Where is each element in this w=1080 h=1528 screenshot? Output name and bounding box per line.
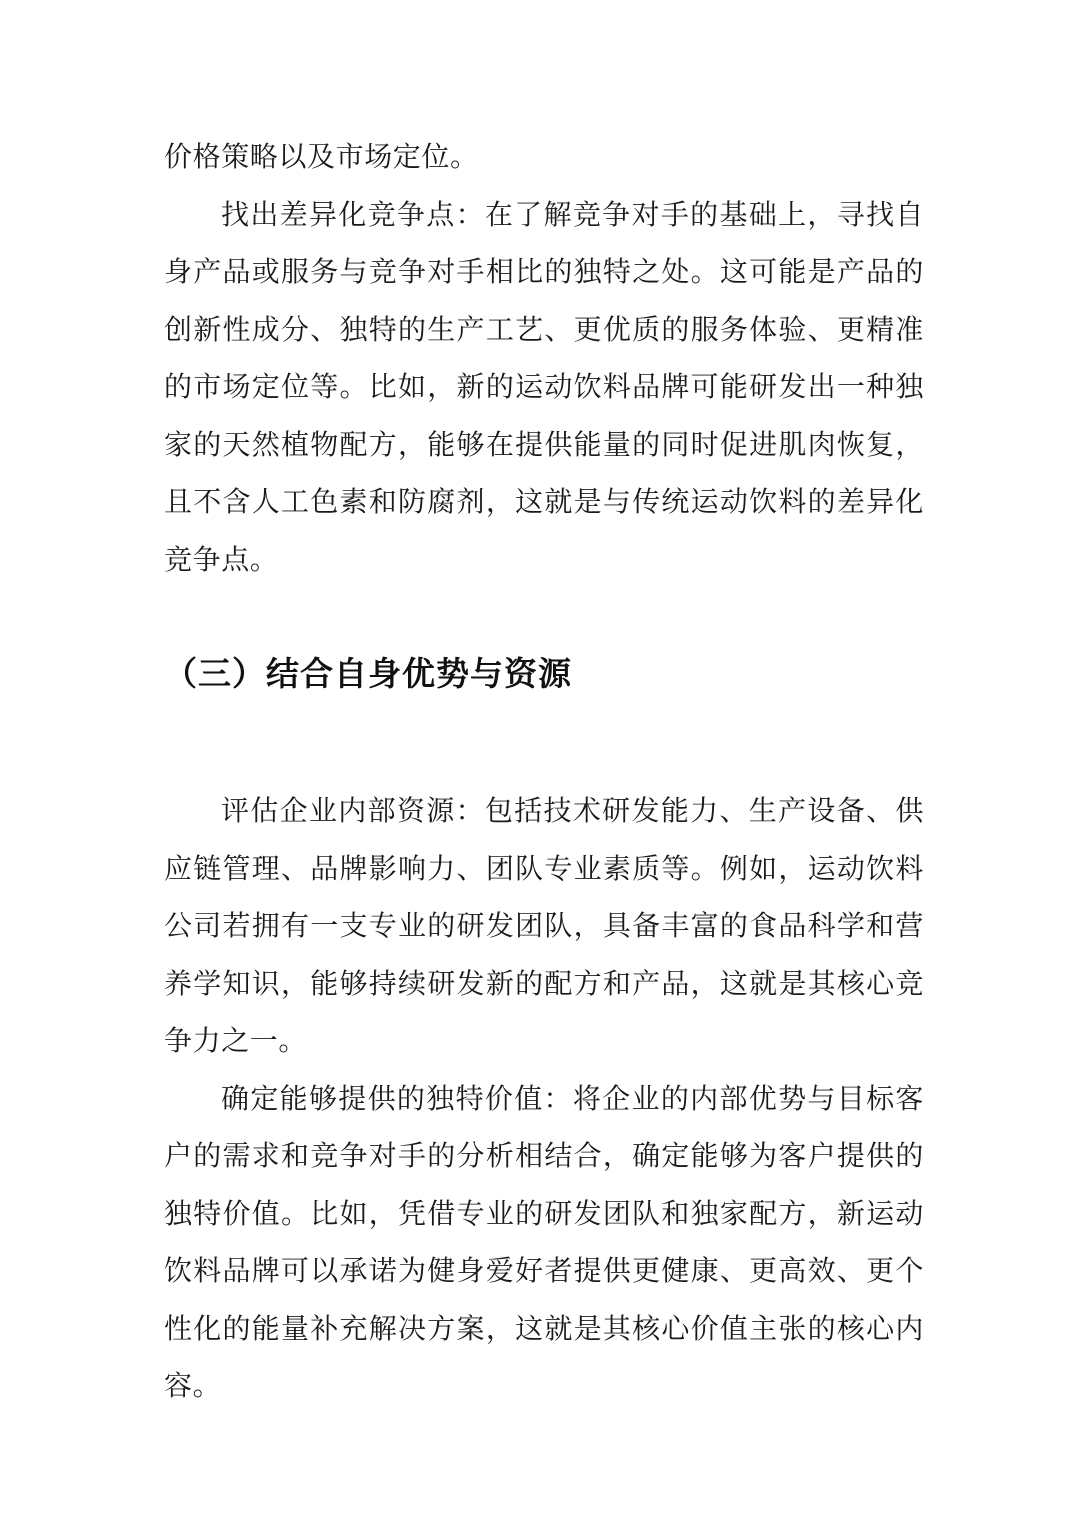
document-body: [164, 128, 924, 1415]
section-heading: （三）结合自身优势与资源: [164, 654, 572, 693]
spacer: [164, 704, 924, 782]
paragraph-differentiation: 找出差异化竞争点：在了解竞争对手的基础上，寻找自身产品或服务与竞争对手相比的独特之处。这可能是产品的创新性成分、独特的生产工艺、更优质的服务体验、更精准的市场定位等。比如，新的运动饮料品牌可能研发出一种独家的天然植物配方，能够在提供能量的同时促进肌肉恢复，且不含人工色素和防腐剂，这就是与传统运动饮料的差异化竞争点。: [164, 197, 924, 576]
paragraph-unique-value: 确定能够提供的独特价值：将企业的内部优势与目标客户的需求和竞争对手的分析相结合，确定能够为客户提供的独特价值。比如，凭借专业的研发团队和独家配方，新运动饮料品牌可以承诺为健身爱好者提供更健康、更高效、更个性化的能量补充解决方案，这就是其核心价值主张的核心内容。: [164, 1081, 924, 1402]
spacer: [164, 588, 924, 644]
paragraph-market-positioning-tail: 价格策略以及市场定位。: [164, 140, 479, 173]
paragraph-internal-resources: 评估企业内部资源：包括技术研发能力、生产设备、供应链管理、品牌影响力、团队专业素质等。例如，运动饮料公司若拥有一支专业的研发团队，具备丰富的食品科学和营养学知识，能够持续研发新的配方和产品，这就是其核心竞争力之一。: [164, 794, 924, 1057]
